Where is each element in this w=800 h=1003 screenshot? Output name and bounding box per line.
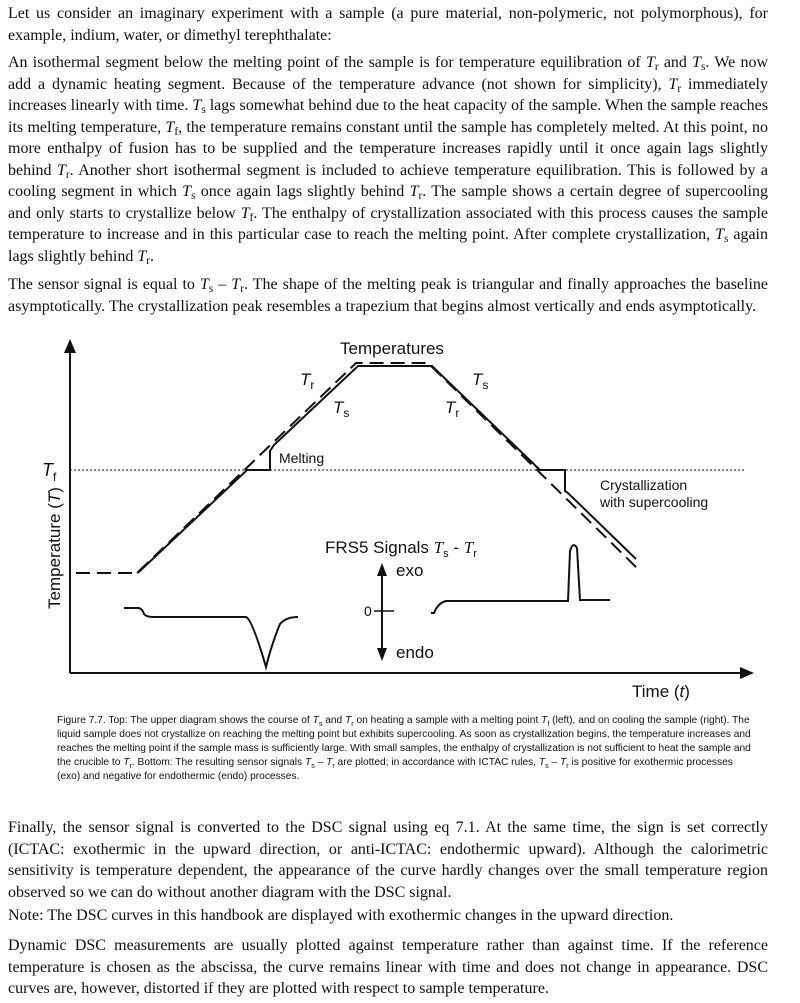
exo-label: exo [396, 561, 424, 580]
x-axis-label: Time (t) [632, 682, 690, 701]
figure-caption: Figure 7.7. Top: The upper diagram shows the course of $T_s$ and $T_r$ on heating a sample with a melting point $T_f$ (left), and on cooling the sample (right). The liquid sample does not crystallize on reaching the melting point but exhibits supercooling. As soon as crystallization begins, the temperature increases and reaches the melting point if the sample mass is sufficiently large. With small samples, the enthalpy of crystallization is not sufficient to heat the sample and the crucible to $T_r$. Bottom: The resulting sensor signals $T_s - T_r$ are plotted; in accordance with ICTAC rules, $T_s - T_r$ is positive for exothermic processes (exo) and negative for endothermic (endo) processes. [57, 715, 751, 782]
tr-label-right: $T_r$ [445, 398, 460, 420]
signal-curve-melting [124, 608, 298, 667]
paragraph-dsc-conversion: Finally, the sensor signal is converted to the DSC signal using eq 7.1. At the same time, the sign is set correctly (ICTAC: exothermic in the upward direction, or anti-ICTAC: endothermic upward). Although the calorimetric sensitivity is temperature dependent, the appearance of the curve hardly changes over the small temperature region observed so we can do without another diagram with the DSC signal. [8, 819, 768, 901]
exo-arrowhead [377, 563, 387, 576]
paragraph-intro: Let us consider an imaginary experiment with a sample (a pure material, non-polymeric, not polymorphous), for example, indium, water, or dimethyl terephthalate: [8, 5, 768, 44]
crystallization-label-2: with supercooling [600, 494, 709, 510]
frs5-title: FRS5 Signals $T_s - T_r$ [325, 538, 477, 560]
paragraph-note: Note: The DSC curves in this handbook are displayed with exothermic changes in the upward direction. [8, 907, 674, 924]
y-axis-label: Temperature (T) [45, 487, 64, 609]
endo-label: endo [396, 643, 434, 662]
paragraph-sensor-signal: The sensor signal is equal to $T_s - T_r$. The shape of the melting peak is triangular and finally approaches the baseline asymptotically. The crystallization peak resembles a trapezium that begins almost vertically and ends asymptotically. [8, 276, 769, 315]
endo-arrowhead [377, 648, 387, 661]
crystallization-label-1: Crystallization [600, 477, 688, 493]
melting-label: Melting [279, 450, 325, 466]
temperatures-title: Temperatures [340, 339, 444, 358]
figure-dsc-temperatures [40, 333, 760, 708]
tf-axis-label: $T_f$ [42, 460, 57, 484]
paragraph-dynamic-dsc: Dynamic DSC measurements are usually plotted against temperature rather than against time. If the reference temperature is chosen as the abscissa, the curve remains linear with time and does not change in appearance. DSC curves are, however, distorted if they are plotted with respect to sample temperature. [8, 937, 768, 997]
zero-label: 0 [364, 603, 372, 619]
paragraph-experiment: An isothermal segment below the melting point of the sample is for temperature equilibration of $T_r$ and $T_s$. We now add a dynamic heating segment. Because of the temperature advance (not shown for simplicity), $T_r$ immediately increases linearly with time. $T_s$ lags somewhat behind due to the heat capacity of the sample. When the sample reaches its melting temperature, $T_f$, the temperature remains constant until the sample has completely melted. At this point, no more enthalpy of fusion has to be supplied and the temperature increases rapidly until it once again lags slightly behind $T_r$. Another short isothermal segment is included to achieve temperature equilibration. This is followed by a cooling segment in which $T_s$ once again lags slightly behind $T_r$. The sample shows a certain degree of supercooling and only starts to crystallize below $T_f$. The enthalpy of crystallization associated with this process causes the sample temperature to increase and in this particular case to reach the melting point. After complete crystallization, $T_s$ again lags slightly behind $T_r$. [8, 54, 769, 267]
y-axis-arrowhead [64, 339, 76, 353]
ts-label-left: $T_s$ [333, 398, 350, 420]
tr-label-left: $T_r$ [300, 370, 315, 392]
x-axis-arrowhead [740, 667, 754, 679]
ts-label-right: $T_s$ [472, 370, 489, 392]
